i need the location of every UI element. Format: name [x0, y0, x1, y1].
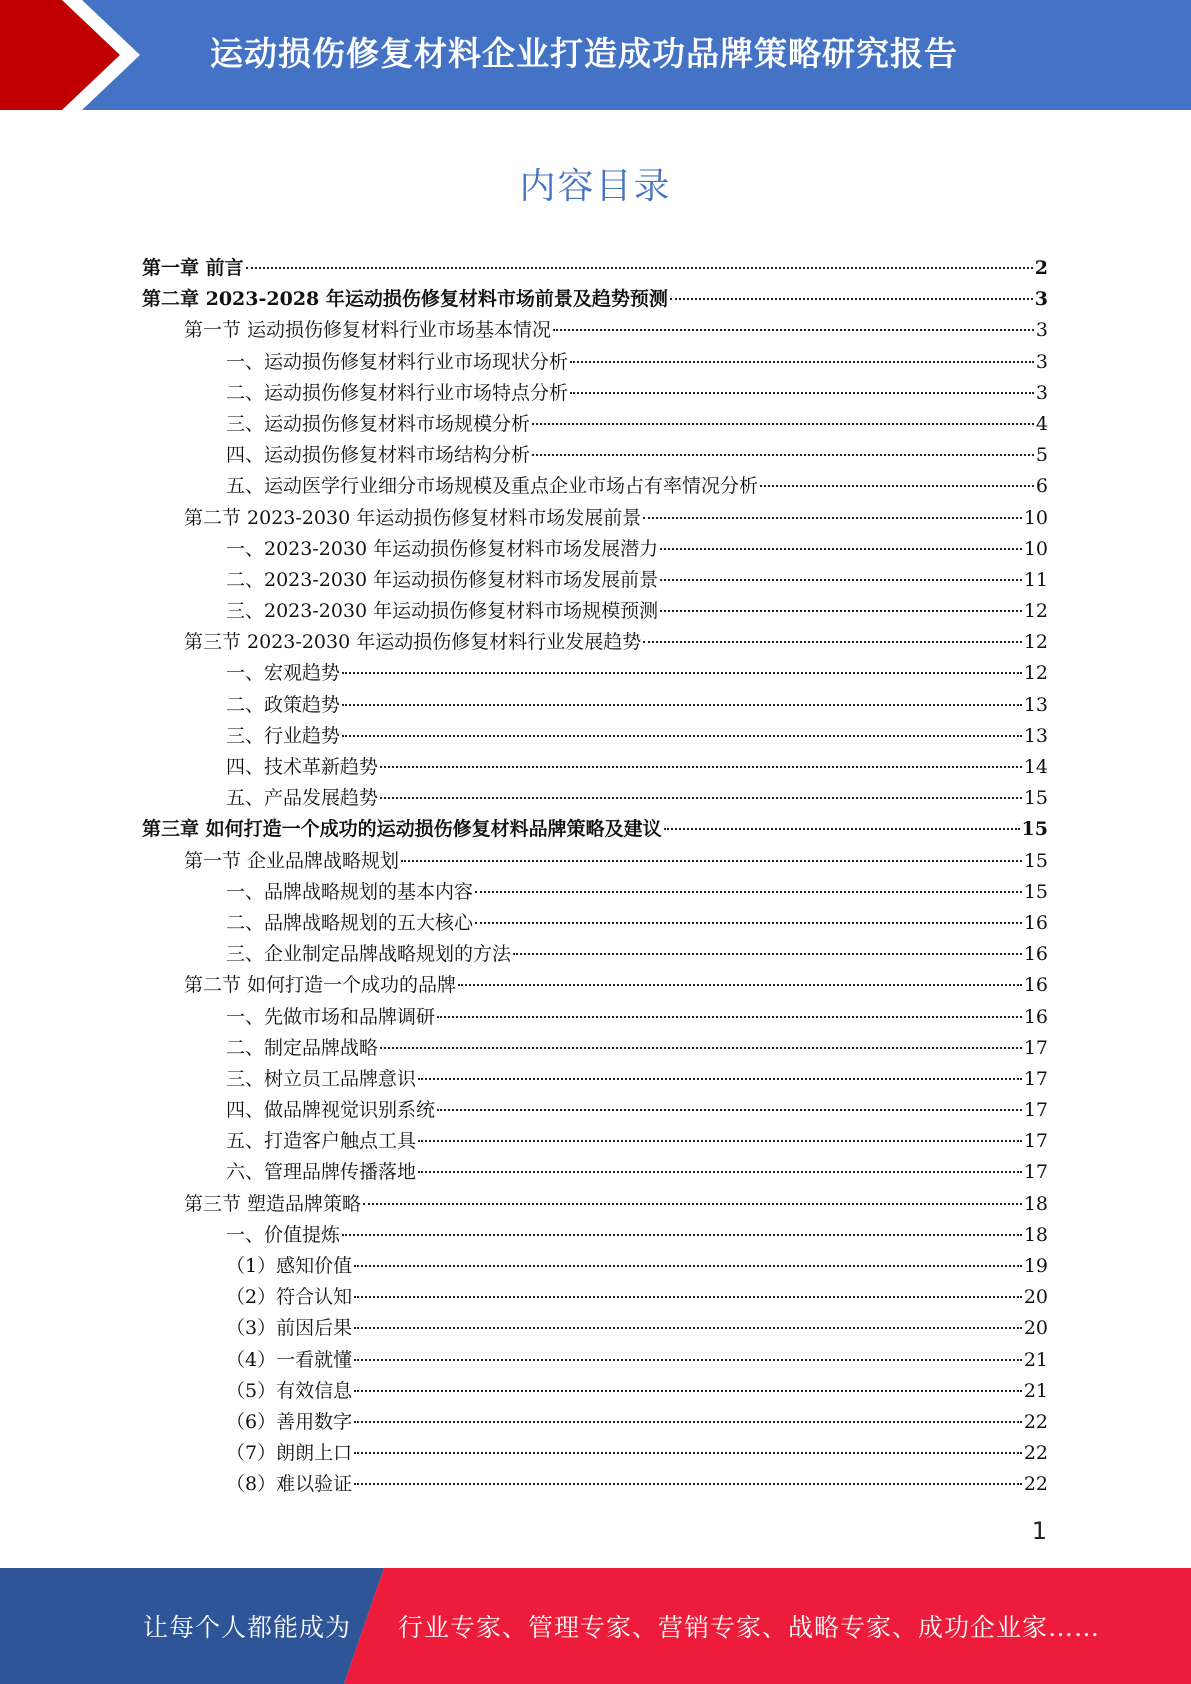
- toc-entry-title: （6）善用数字: [226, 1410, 353, 1433]
- toc-entry-title: 第二章 2023-2028 年运动损伤修复材料市场前景及趋势预测: [142, 288, 668, 311]
- toc-entry-title: 二、制定品牌战略: [226, 1036, 379, 1059]
- toc-entry[interactable]: [142, 1033, 1048, 1064]
- toc-entry-page: 12: [1023, 662, 1048, 685]
- toc-entry-page: 18: [1023, 1223, 1048, 1246]
- toc-entry-page: 15: [1023, 849, 1048, 872]
- toc-entry[interactable]: [142, 877, 1048, 908]
- toc-entry-title: 第二节 如何打造一个成功的品牌: [184, 974, 457, 997]
- toc-entry-page: 21: [1023, 1348, 1048, 1371]
- toc-entry-page: 16: [1023, 943, 1048, 966]
- toc-entry-page: 18: [1023, 1192, 1048, 1215]
- toc-entry-title: 第三章 如何打造一个成功的运动损伤修复材料品牌策略及建议: [142, 818, 662, 841]
- toc-dot-leader: [246, 267, 1033, 269]
- toc-entry-page: 22: [1023, 1442, 1048, 1465]
- toc-entry-title: （3）前因后果: [226, 1317, 353, 1340]
- toc-entry[interactable]: [142, 658, 1048, 689]
- toc-dot-leader: [660, 610, 1022, 612]
- report-title: 运动损伤修复材料企业打造成功品牌策略研究报告: [210, 34, 958, 73]
- toc-dot-leader: [342, 1234, 1022, 1236]
- toc-entry-title: 三、企业制定品牌战略规划的方法: [226, 943, 512, 966]
- toc-dot-leader: [354, 1327, 1022, 1329]
- report-header-banner: [0, 0, 1191, 110]
- toc-entry-page: 17: [1023, 1161, 1048, 1184]
- toc-entry-title: （4）一看就懂: [226, 1348, 353, 1371]
- toc-entry[interactable]: [142, 690, 1048, 721]
- toc-entry-title: 五、产品发展趋势: [226, 787, 379, 810]
- toc-entry-page: 6: [1035, 475, 1048, 498]
- toc-dot-leader: [532, 423, 1034, 425]
- toc-entry-page: 13: [1023, 724, 1048, 747]
- toc-entry[interactable]: [142, 1469, 1048, 1500]
- toc-dot-leader: [660, 579, 1022, 581]
- page-number: 1: [1031, 1517, 1047, 1545]
- toc-dot-leader: [643, 641, 1022, 643]
- toc-entry-title: 一、价值提炼: [226, 1223, 341, 1246]
- toc-dot-leader: [437, 1109, 1022, 1111]
- toc-dot-leader: [532, 454, 1034, 456]
- toc-entry-title: 四、技术革新趋势: [226, 756, 379, 778]
- toc-entry[interactable]: [142, 534, 1048, 565]
- toc-entry-page: 22: [1023, 1473, 1048, 1496]
- toc-entry-page: 17: [1023, 1099, 1048, 1122]
- toc-entry[interactable]: [142, 752, 1048, 783]
- toc-dot-leader: [458, 984, 1022, 986]
- toc-dot-leader: [664, 828, 1020, 830]
- toc-entry-page: 13: [1023, 693, 1048, 716]
- toc-dot-leader: [475, 922, 1022, 924]
- toc-entry[interactable]: [142, 284, 1048, 315]
- toc-entry-title: 第一节 企业品牌战略规划: [184, 849, 400, 872]
- toc-entry[interactable]: [142, 253, 1048, 284]
- toc-entry-title: （7）朗朗上口: [226, 1442, 353, 1465]
- toc-entry-page: 3: [1035, 319, 1048, 342]
- toc-entry-page: 17: [1023, 1036, 1048, 1059]
- toc-entry-page: 16: [1023, 911, 1048, 934]
- toc-entry-page: 4: [1035, 412, 1048, 435]
- toc-entry-title: （1）感知价值: [226, 1255, 353, 1277]
- toc-entry-title: 二、2023-2030 年运动损伤修复材料市场发展前景: [226, 568, 659, 591]
- toc-dot-leader: [354, 1265, 1022, 1267]
- toc-entry[interactable]: [142, 1282, 1048, 1313]
- toc-dot-leader: [670, 298, 1033, 300]
- toc-entry-page: 3: [1034, 288, 1048, 311]
- toc-entry[interactable]: [142, 1313, 1048, 1344]
- toc-dot-leader: [570, 392, 1034, 394]
- toc-entry-page: 2: [1034, 257, 1048, 279]
- toc-dot-leader: [418, 1078, 1022, 1080]
- toc-entry[interactable]: [142, 503, 1048, 534]
- toc-entry[interactable]: [142, 846, 1048, 877]
- toc-dot-leader: [380, 766, 1022, 768]
- toc-entry[interactable]: [142, 1126, 1048, 1157]
- toc-entry-page: 22: [1023, 1410, 1048, 1433]
- toc-entry[interactable]: [142, 1064, 1048, 1095]
- toc-entry[interactable]: [142, 471, 1048, 502]
- toc-dot-leader: [354, 1452, 1022, 1454]
- toc-entry[interactable]: [142, 908, 1048, 939]
- toc-entry-page: 19: [1023, 1255, 1048, 1277]
- toc-entry-page: 12: [1023, 631, 1048, 654]
- toc-dot-leader: [401, 860, 1022, 862]
- toc-entry-title: 二、政策趋势: [226, 693, 341, 716]
- toc-entry-page: 10: [1023, 506, 1048, 529]
- toc-dot-leader: [437, 1016, 1022, 1018]
- toc-heading: 内容目录: [519, 166, 672, 207]
- toc-entry-page: 3: [1035, 381, 1048, 404]
- toc-entry[interactable]: [142, 970, 1048, 1001]
- toc-entry-title: 一、先做市场和品牌调研: [226, 1005, 436, 1028]
- toc-entry-title: 二、品牌战略规划的五大核心: [226, 911, 474, 934]
- toc-dot-leader: [380, 1047, 1022, 1049]
- toc-entry-title: 第一章 前言: [142, 257, 244, 279]
- toc-entry-title: 三、行业趋势: [226, 724, 341, 747]
- toc-entry-title: 五、打造客户触点工具: [226, 1130, 417, 1153]
- toc-entry[interactable]: [142, 1376, 1048, 1407]
- toc-dot-leader: [418, 1171, 1022, 1173]
- toc-entry-page: 10: [1023, 537, 1048, 560]
- toc-entry-page: 21: [1023, 1379, 1048, 1402]
- toc-entry-page: 3: [1035, 350, 1048, 373]
- toc-entry[interactable]: [142, 1220, 1048, 1251]
- toc-entry-title: 一、品牌战略规划的基本内容: [226, 880, 474, 903]
- toc-dot-leader: [342, 735, 1022, 737]
- toc-entry[interactable]: [142, 627, 1048, 658]
- toc-dot-leader: [475, 891, 1022, 893]
- toc-entry[interactable]: [142, 814, 1048, 845]
- toc-dot-leader: [354, 1483, 1022, 1485]
- toc-entry-page: 17: [1023, 1130, 1048, 1153]
- footer-banner: [0, 1568, 1191, 1684]
- toc-dot-leader: [354, 1390, 1022, 1392]
- toc-entry[interactable]: [142, 1251, 1048, 1282]
- toc-entry[interactable]: [142, 1157, 1048, 1188]
- toc-entry[interactable]: [142, 1189, 1048, 1220]
- toc-entry-title: 第三节 2023-2030 年运动损伤修复材料行业发展趋势: [184, 631, 642, 654]
- toc-entry[interactable]: [142, 1407, 1048, 1438]
- toc-entry[interactable]: [142, 565, 1048, 596]
- toc-entry-title: 三、树立员工品牌意识: [226, 1067, 417, 1090]
- toc-entry-title: 第二节 2023-2030 年运动损伤修复材料市场发展前景: [184, 506, 642, 529]
- toc-entry-page: 12: [1023, 600, 1048, 623]
- toc-dot-leader: [643, 517, 1022, 519]
- toc-entry[interactable]: [142, 1345, 1048, 1376]
- toc-entry[interactable]: [142, 721, 1048, 752]
- toc-dot-leader: [570, 361, 1034, 363]
- toc-entry-title: 二、运动损伤修复材料行业市场特点分析: [226, 381, 569, 404]
- toc-dot-leader: [380, 797, 1022, 799]
- toc-entry-page: 15: [1021, 818, 1048, 841]
- toc-entry-page: 14: [1023, 756, 1048, 778]
- toc-entry[interactable]: [142, 409, 1048, 440]
- toc-entry-page: 16: [1023, 1005, 1048, 1028]
- toc-dot-leader: [363, 1203, 1022, 1205]
- toc-entry-page: 17: [1023, 1067, 1048, 1090]
- toc-entry[interactable]: [142, 440, 1048, 471]
- toc-entry[interactable]: [142, 596, 1048, 627]
- toc-entry-title: （2）符合认知: [226, 1286, 353, 1309]
- toc-entry[interactable]: [142, 347, 1048, 378]
- toc-entry-page: 15: [1023, 880, 1048, 903]
- toc-entry[interactable]: [142, 1002, 1048, 1033]
- toc-entry-title: 一、宏观趋势: [226, 662, 341, 685]
- toc-entry-page: 20: [1023, 1286, 1048, 1309]
- footer-slogan-left: 让每个人都能成为: [143, 1613, 352, 1642]
- toc-entry[interactable]: [142, 1438, 1048, 1469]
- toc-entry[interactable]: [142, 783, 1048, 814]
- toc-entry-title: 四、做品牌视觉识别系统: [226, 1099, 436, 1122]
- table-of-contents: [142, 253, 1048, 1501]
- toc-dot-leader: [418, 1140, 1022, 1142]
- footer-slogan-right: 行业专家、管理专家、营销专家、战略专家、成功企业家……: [398, 1613, 1101, 1642]
- toc-entry-title: 四、运动损伤修复材料市场结构分析: [226, 444, 531, 467]
- toc-dot-leader: [342, 672, 1022, 674]
- toc-entry-title: （5）有效信息: [226, 1379, 353, 1402]
- toc-dot-leader: [342, 704, 1022, 706]
- toc-entry-title: 一、运动损伤修复材料行业市场现状分析: [226, 350, 569, 373]
- toc-dot-leader: [513, 953, 1022, 955]
- toc-entry-title: 一、2023-2030 年运动损伤修复材料市场发展潜力: [226, 537, 659, 560]
- toc-entry-page: 16: [1023, 974, 1048, 997]
- toc-entry[interactable]: [142, 939, 1048, 970]
- toc-entry[interactable]: [142, 1095, 1048, 1126]
- toc-entry-page: 5: [1035, 444, 1048, 467]
- toc-entry[interactable]: [142, 378, 1048, 409]
- toc-entry-title: （8）难以验证: [226, 1473, 353, 1496]
- toc-entry-title: 第三节 塑造品牌策略: [184, 1192, 362, 1215]
- toc-entry-page: 11: [1023, 568, 1048, 591]
- toc-entry-title: 三、运动损伤修复材料市场规模分析: [226, 412, 531, 435]
- toc-dot-leader: [354, 1359, 1022, 1361]
- toc-entry[interactable]: [142, 315, 1048, 346]
- toc-entry-page: 20: [1023, 1317, 1048, 1340]
- toc-dot-leader: [760, 485, 1034, 487]
- toc-entry-title: 五、运动医学行业细分市场规模及重点企业市场占有率情况分析: [226, 475, 759, 498]
- toc-entry-title: 六、管理品牌传播落地: [226, 1161, 417, 1184]
- toc-entry-page: 15: [1023, 787, 1048, 810]
- toc-dot-leader: [660, 548, 1022, 550]
- toc-entry-title: 三、2023-2030 年运动损伤修复材料市场规模预测: [226, 600, 659, 623]
- toc-entry-title: 第一节 运动损伤修复材料行业市场基本情况: [184, 319, 552, 342]
- toc-dot-leader: [553, 329, 1034, 331]
- toc-dot-leader: [354, 1296, 1022, 1298]
- toc-dot-leader: [354, 1421, 1022, 1423]
